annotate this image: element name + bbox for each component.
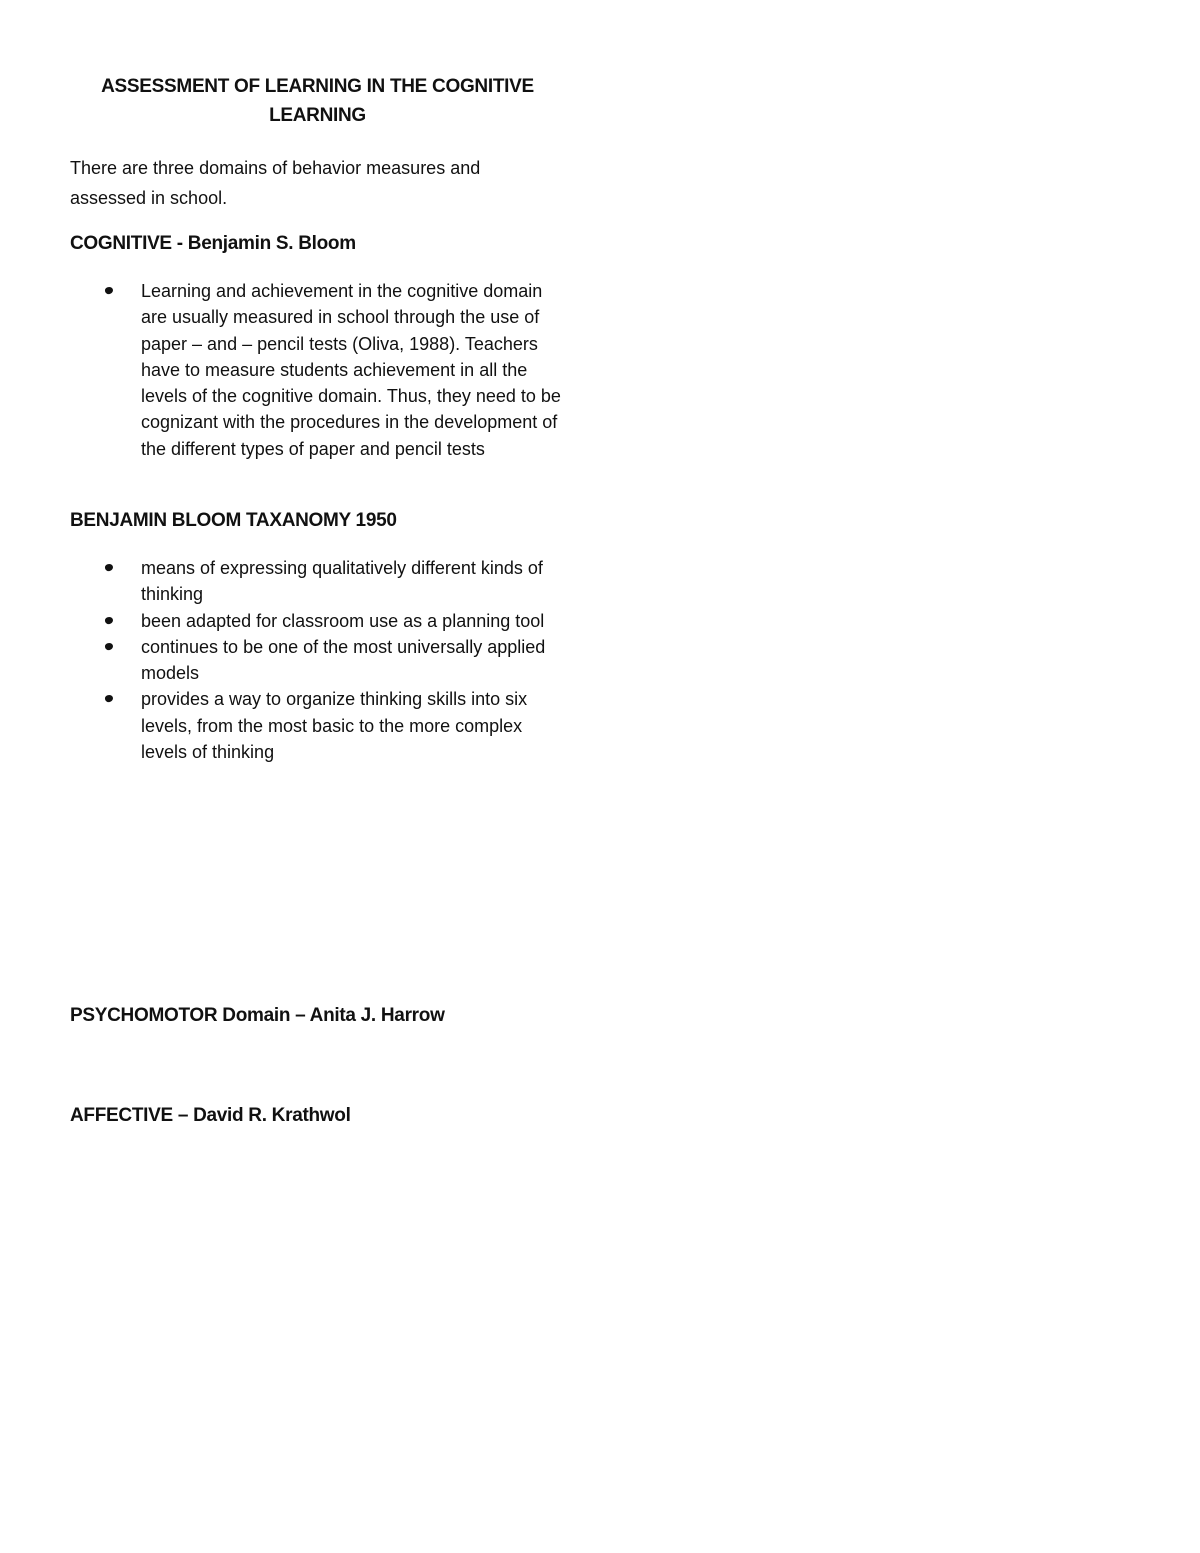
bullet-icon — [104, 615, 114, 624]
list-item-text: provides a way to organize thinking skills into six levels, from the most basic to the more complex levels of thinking — [141, 689, 528, 763]
list-item-text: been adapted for classroom use as a planning tool — [141, 610, 545, 631]
list-item — [141, 608, 571, 634]
intro-paragraph: There are three domains of behavior measures and assessed in school. — [70, 158, 481, 208]
psychomotor-heading: PSYCHOMOTOR Domain – Anita J. Harrow — [70, 1005, 445, 1026]
list-item — [141, 686, 571, 765]
list-item — [141, 634, 571, 687]
bloom-taxonomy-heading: BENJAMIN BLOOM TAXANOMY 1950 — [70, 510, 397, 531]
bullet-icon — [104, 694, 114, 703]
bullet-icon — [104, 642, 114, 651]
bullet-icon — [104, 286, 114, 295]
affective-heading: AFFECTIVE – David R. Krathwol — [70, 1105, 351, 1126]
bullet-icon — [104, 563, 114, 572]
list-item-text: continues to be one of the most universally applied models — [141, 636, 546, 684]
bloom-bullet-list — [141, 555, 571, 765]
list-item — [141, 278, 571, 462]
list-item — [141, 555, 571, 608]
cognitive-bullet-list — [141, 278, 571, 462]
list-item-text: Learning and achievement in the cognitive domain are usually measured in school through the use of paper – and – pencil tests (Oliva, 1988). Teachers have to measure students achievement in all the levels of the cognitive domain. Thus, they need to be cognizant with the procedures in the development of the different types of paper and pencil tests — [141, 281, 561, 459]
document-title: ASSESSMENT OF LEARNING IN THE COGNITIVE LEARNING — [101, 76, 534, 126]
list-item-text: means of expressing qualitatively different kinds of thinking — [141, 558, 543, 605]
cognitive-heading: COGNITIVE - Benjamin S. Bloom — [70, 233, 356, 254]
